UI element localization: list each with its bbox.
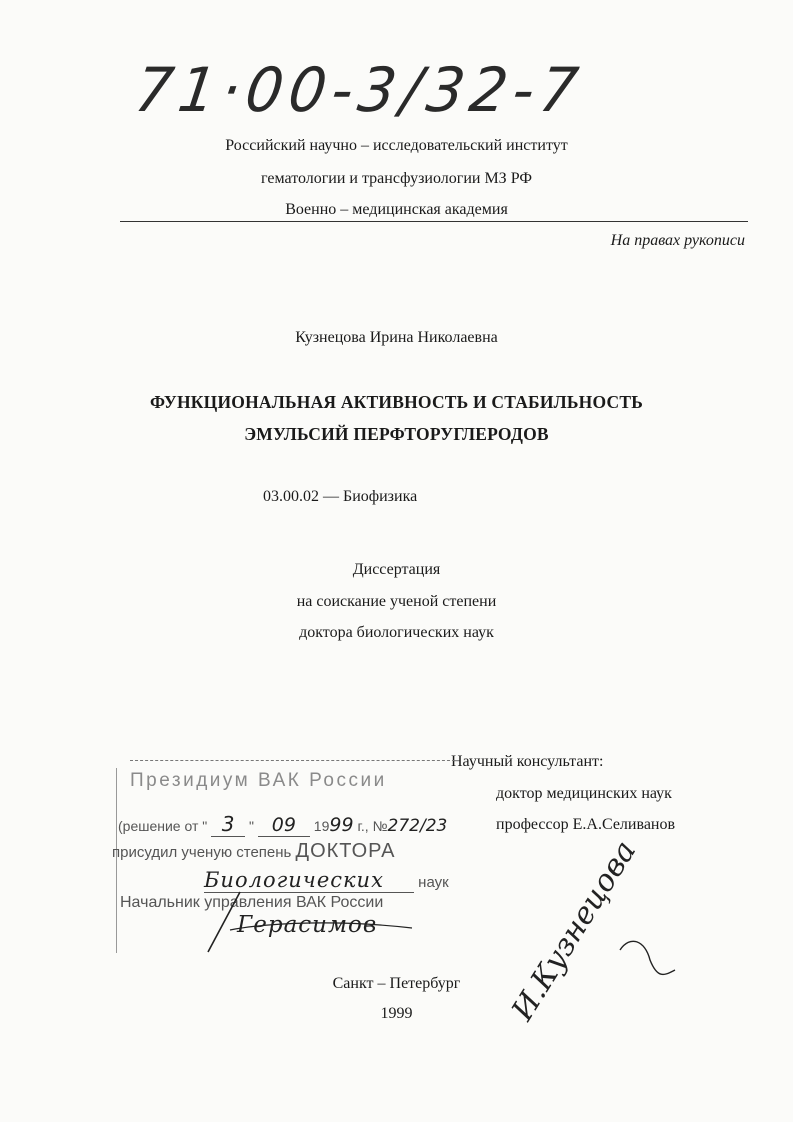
author-name: Кузнецова Ирина Николаевна [295, 329, 498, 346]
header-divider [120, 221, 748, 222]
vak-stamp [112, 760, 472, 955]
handwritten-code: 71·00-3/32-7 [130, 54, 589, 126]
year: 1999 [380, 1005, 413, 1022]
stamp-signature: Герасимов [237, 912, 378, 938]
stamp-awarded-text: присудил ученую степень [112, 844, 292, 861]
stamp-head: Начальник управления ВАК России [120, 894, 384, 911]
rights-note: На правах рукописи [610, 232, 745, 249]
institution-line-3: Военно – медицинская академия [285, 201, 508, 218]
stamp-number: 272/23 [387, 816, 448, 836]
stamp-year-prefix: 19 [313, 818, 330, 834]
dissertation-line-3: доктора биологических наук [299, 624, 494, 641]
stamp-number-prefix: г., № [357, 818, 388, 834]
stamp-decision-prefix: (решение от " [118, 818, 208, 834]
city: Санкт – Петербург [332, 975, 461, 992]
consultant-label: Научный консультант: [451, 753, 604, 770]
dissertation-line-2: на соискание ученой степени [296, 593, 497, 610]
specialty: 03.00.02 — Биофизика [263, 488, 418, 505]
title-line-1: ФУНКЦИОНАЛЬНАЯ АКТИВНОСТЬ И СТАБИЛЬНОСТЬ [150, 392, 643, 412]
institution-line-2: гематологии и трансфузиологии МЗ РФ [261, 170, 532, 187]
institution-line-1: Российский научно – исследовательский институт [225, 137, 568, 154]
stamp-org: Президиум ВАК России [130, 770, 387, 791]
author-signature: И.Кузнецова [510, 930, 730, 1090]
stamp-day: 3 [211, 812, 245, 837]
dissertation-line-1: Диссертация [352, 561, 441, 578]
stamp-signature-stroke [112, 760, 472, 955]
title-line-2: ЭМУЛЬСИЙ ПЕРФТОРУГЛЕРОДОВ [244, 424, 549, 444]
stamp-field-suffix: наук [418, 874, 449, 891]
stamp-degree: ДОКТОРА [295, 840, 396, 862]
stamp-decision-mid: " [249, 818, 254, 834]
stamp-field-value: Биологических [204, 868, 414, 893]
consultant-degree: доктор медицинских наук [496, 785, 672, 802]
stamp-year: 99 [329, 814, 354, 836]
consultant-name: профессор Е.А.Селиванов [496, 816, 676, 833]
stamp-month: 09 [258, 814, 310, 837]
